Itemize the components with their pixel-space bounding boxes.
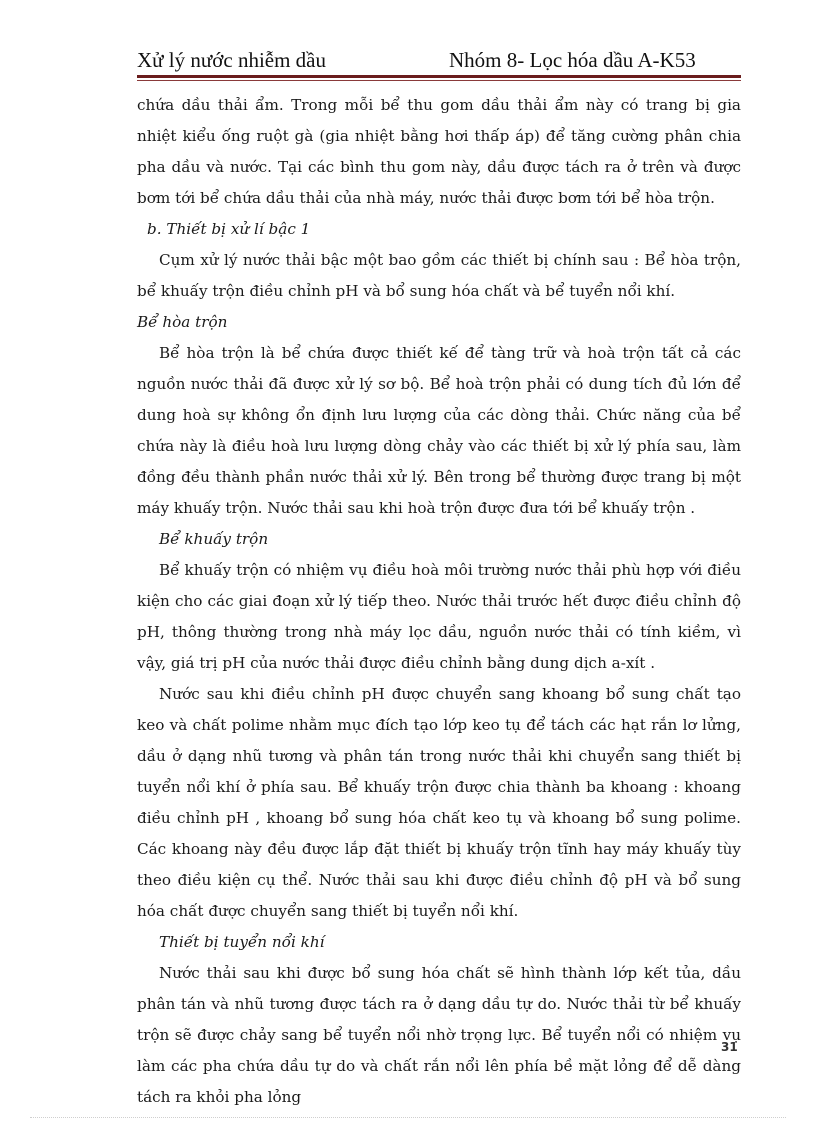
header-group: Nhóm 8- Lọc hóa dầu A-K53: [449, 48, 696, 72]
paragraph-6: Nước thải sau khi được bổ sung hóa chất sẽ hình thành lớp kết tủa, dầu phân tán và nhũ tương được tách ra ở dạng dầu tự do. Nước thải từ bể khuấy trộn sẽ được chảy sang bể tuyển nổi nhờ trọng lực. Bể tuyển nổi có nhiệm vụ làm các pha chứa dầu tự do và chất rắn nổi lên phía bề mặt lỏng để dễ dàng tách ra khỏi pha lỏng: [137, 964, 741, 1106]
subheading-tuyen-noi-khi: Thiết bị tuyển nổi khí: [159, 933, 325, 951]
section-heading-b: b. Thiết bị xử lí bậc 1: [147, 220, 311, 238]
running-header: [137, 48, 741, 74]
paragraph-2: Cụm xử lý nước thải bậc một bao gồm các thiết bị chính sau : Bể hòa trộn, bể khuấy trộn điều chỉnh pH và bổ sung hóa chất và bể tuyển nổi khí.: [137, 251, 741, 300]
subheading-be-khuay-tron: Bể khuấy trộn: [159, 530, 269, 548]
paragraph-1: chứa dầu thải ẩm. Trong mỗi bể thu gom dầu thải ẩm này có trang bị gia nhiệt kiểu ống ruột gà (gia nhiệt bằng hơi thấp áp) để tăng cường phân chia pha dầu và nước. Tại các bình thu gom này, dầu được tách ra ở trên và được bơm tới bể chứa dầu thải của nhà máy, nước thải được bơm tới bể hòa trộn.: [137, 96, 741, 207]
page-number: 31: [721, 1040, 738, 1054]
page-body: [137, 90, 741, 1113]
header-rule-thin: [137, 80, 741, 81]
bottom-dotted-border: [30, 1117, 786, 1118]
paragraph-5: Nước sau khi điều chỉnh pH được chuyển sang khoang bổ sung chất tạo keo và chất polime nhằm mục đích tạo lớp keo tụ để tách các hạt rắn lơ lửng, dầu ở dạng nhũ tương và phân tán trong nước thải khi chuyển sang thiết bị tuyển nổi khí ở phía sau. Bể khuấy trộn được chia thành ba khoang : khoang điều chỉnh pH , khoang bổ sung hóa chất keo tụ và khoang bổ sung polime. Các khoang này đều được lắp đặt thiết bị khuấy trộn tĩnh hay máy khuấy tùy theo điều kiện cụ thể. Nước thải sau khi được điều chỉnh độ pH và bổ sung hóa chất được chuyển sang thiết bị tuyển nổi khí.: [137, 685, 741, 920]
paragraph-3: Bể hòa trộn là bể chứa được thiết kế để tàng trữ và hoà trộn tất cả các nguồn nước thải đã được xử lý sơ bộ. Bể hoà trộn phải có dung tích đủ lớn để dung hoà sự không ổn định lưu lượng của các dòng thải. Chức năng của bể chứa này là điều hoà lưu lượng dòng chảy vào các thiết bị xử lý phía sau, làm đồng đều thành phần nước thải xử lý. Bên trong bể thường được trang bị một máy khuấy trộn. Nước thải sau khi hoà trộn được đưa tới bể khuấy trộn .: [137, 344, 741, 517]
paragraph-4: Bể khuấy trộn có nhiệm vụ điều hoà môi trường nước thải phù hợp với điều kiện cho các giai đoạn xử lý tiếp theo. Nước thải trước hết được điều chỉnh độ pH, thông thường trong nhà máy lọc dầu, nguồn nước thải có tính kiềm, vì vậy, giá trị pH của nước thải được điều chỉnh bằng dung dịch a-xít .: [137, 561, 741, 672]
header-rule-thick: [137, 75, 741, 78]
subheading-be-hoa-tron: Bể hòa trộn: [137, 313, 228, 331]
header-title: Xử lý nước nhiễm dầu: [137, 48, 326, 72]
